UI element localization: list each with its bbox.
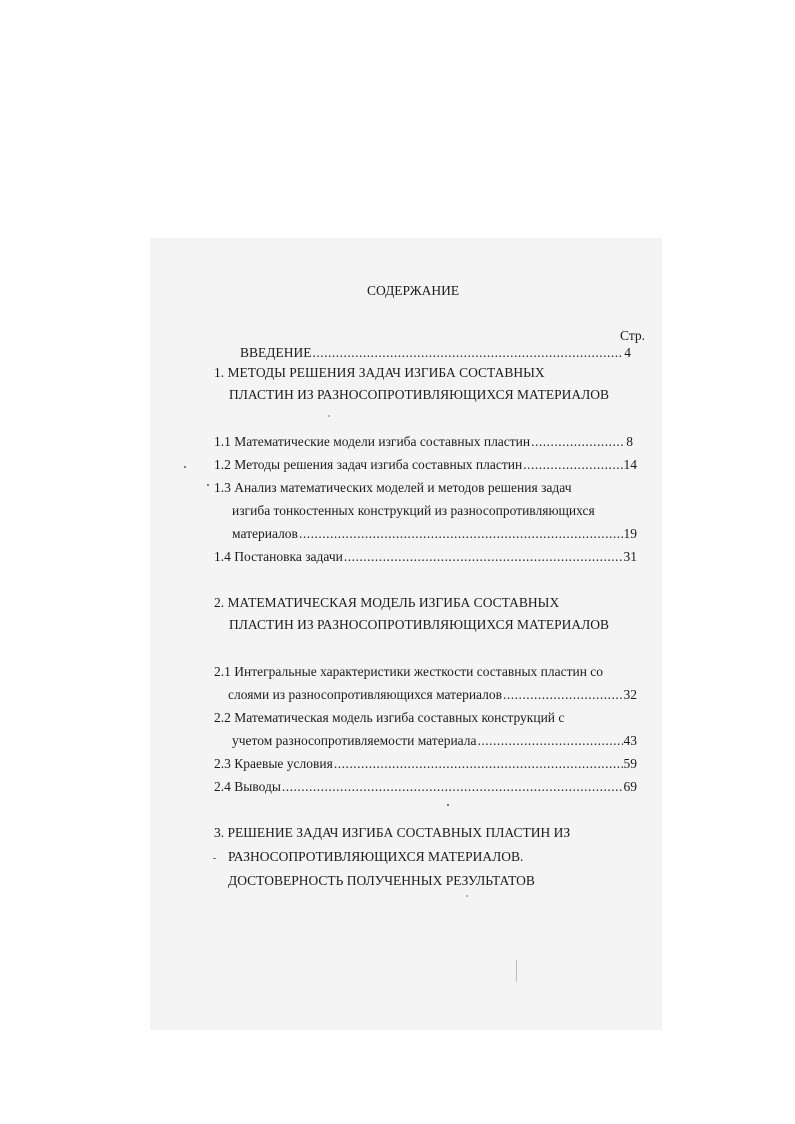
toc-entry-1-3-line2: изгиба тонкостенных конструкций из разносопротивляющихся	[232, 503, 595, 518]
toc-entry-intro[interactable]	[240, 345, 631, 361]
entry-page: 14	[623, 457, 637, 472]
entry-label: 1.2 Методы решения задач изгиба составных пластин	[214, 457, 523, 472]
chapter-2-heading: ПЛАСТИН ИЗ РАЗНОСОПРОТИВЛЯЮЩИХСЯ МАТЕРИАЛОВ	[229, 617, 610, 632]
entry-label: 2.3 Краевые условия	[214, 756, 333, 771]
chapter-1-heading: ПЛАСТИН ИЗ РАЗНОСОПРОТИВЛЯЮЩИХСЯ МАТЕРИАЛОВ	[229, 387, 610, 402]
entry-label: ВВЕДЕНИЕ	[240, 345, 312, 360]
leader-dots	[531, 434, 625, 450]
chapter-3-heading: 3. РЕШЕНИЕ ЗАДАЧ ИЗГИБА СОСТАВНЫХ ПЛАСТИН ИЗ	[214, 825, 571, 840]
toc-entry-2-3[interactable]	[214, 756, 637, 772]
toc-entry-2-1[interactable]	[228, 687, 637, 703]
leader-dots	[503, 687, 622, 703]
leader-dots	[523, 457, 622, 473]
scan-speck	[516, 960, 517, 982]
entry-page: 32	[623, 687, 637, 702]
leader-dots	[299, 526, 623, 542]
entry-label: материалов	[232, 526, 298, 541]
scan-speck	[207, 484, 209, 486]
leader-dots	[344, 549, 623, 565]
leader-dots	[478, 733, 623, 749]
scan-speck	[328, 415, 330, 417]
chapter-1-heading: 1. МЕТОДЫ РЕШЕНИЯ ЗАДАЧ ИЗГИБА СОСТАВНЫХ	[214, 365, 545, 380]
toc-entry-2-1-line1: 2.1 Интегральные характеристики жесткости составных пластин со	[214, 664, 604, 679]
chapter-3-heading: ДОСТОВЕРНОСТЬ ПОЛУЧЕННЫХ РЕЗУЛЬТАТОВ	[228, 873, 535, 888]
toc-entry-1-3[interactable]	[232, 526, 637, 542]
toc-entry-2-2-line1: 2.2 Математическая модель изгиба составных конструкций с	[214, 710, 565, 725]
entry-label: учетом разносопротивляемости материала	[232, 733, 477, 748]
entry-page: 4	[624, 345, 631, 360]
toc-entry-1-4[interactable]	[214, 549, 637, 565]
toc-entry-1-3-line1: 1.3 Анализ математических моделей и методов решения задач	[214, 480, 572, 495]
leader-dots	[312, 345, 623, 361]
leader-dots	[334, 756, 623, 772]
entry-page: 8	[626, 434, 633, 449]
scan-speck	[184, 466, 186, 468]
entry-label: 1.4 Постановка задачи	[214, 549, 343, 564]
entry-page: 43	[623, 733, 637, 748]
page-column-label: Стр.	[620, 328, 646, 343]
scan-speck	[466, 895, 468, 897]
chapter-3-heading: РАЗНОСОПРОТИВЛЯЮЩИХСЯ МАТЕРИАЛОВ.	[228, 849, 524, 864]
entry-label: 1.1 Математические модели изгиба составных пластин	[214, 434, 531, 449]
entry-label: 2.4 Выводы	[214, 779, 281, 794]
leader-dots	[282, 779, 623, 795]
entry-label: слоями из разносопротивляющихся материалов	[228, 687, 503, 702]
entry-page: 59	[623, 756, 637, 771]
toc-title: СОДЕРЖАНИЕ	[367, 283, 460, 298]
toc-entry-2-2[interactable]	[232, 733, 637, 749]
entry-page: 19	[623, 526, 637, 541]
toc-entry-1-1[interactable]	[214, 434, 633, 450]
toc-entry-2-4[interactable]	[214, 779, 637, 795]
scan-speck	[213, 858, 216, 859]
toc-entry-1-2[interactable]	[214, 457, 637, 473]
chapter-2-heading: 2. МАТЕМАТИЧЕСКАЯ МОДЕЛЬ ИЗГИБА СОСТАВНЫХ	[214, 595, 560, 610]
entry-page: 69	[623, 779, 637, 794]
entry-page: 31	[623, 549, 637, 564]
scan-speck	[447, 804, 449, 806]
